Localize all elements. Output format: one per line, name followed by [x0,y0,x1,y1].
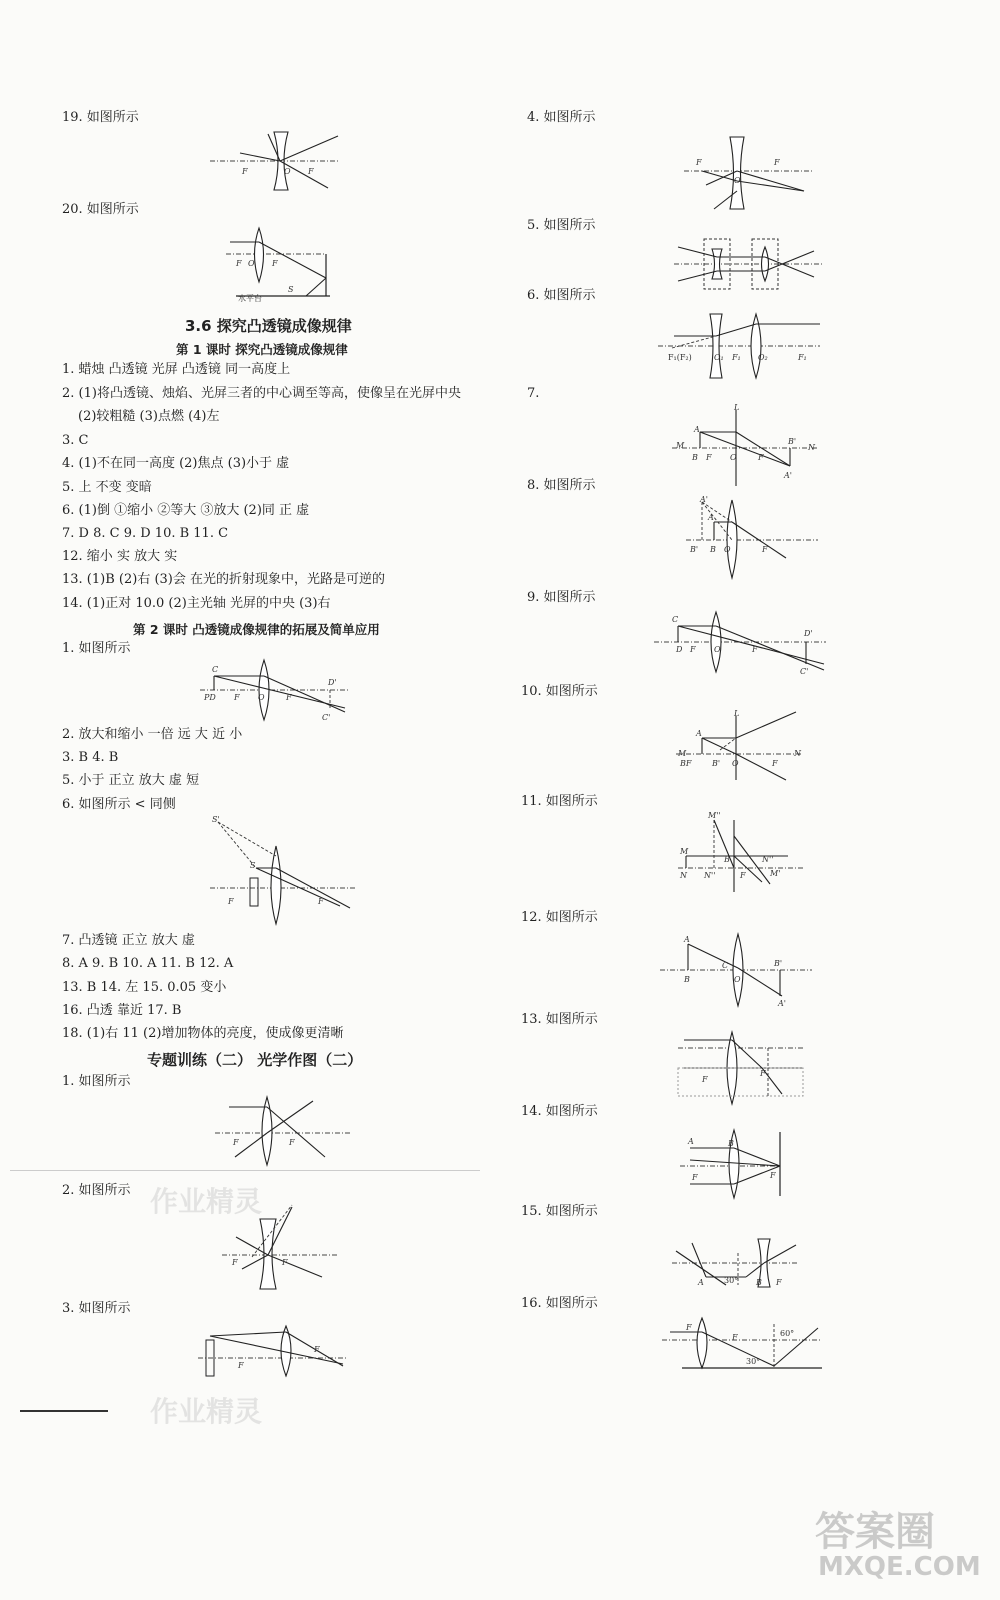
figure-q19 [210,128,340,194]
l2-line-16: 16. 凸透 靠近 17. B [62,1003,182,1018]
figure-s3 [198,1322,348,1378]
svg-text:A: A [694,425,700,434]
svg-text:F: F [752,645,758,654]
svg-text:B': B' [788,437,797,446]
svg-text:F: F [760,1069,766,1078]
svg-text:L: L [734,709,740,718]
l1-line-4: 3. C [62,433,89,448]
figure-q14 [680,1130,805,1198]
svg-text:S: S [288,285,294,294]
svg-text:D: D [676,645,683,654]
svg-text:C': C' [800,667,809,676]
svg-text:C: C [722,961,729,970]
l2-line-2: 2. 放大和缩小 一倍 远 大 近 小 [62,727,243,742]
q19-label: 19. 如图所示 [62,110,139,125]
q14-label: 14. 如图所示 [521,1104,598,1119]
svg-text:30°: 30° [746,1357,761,1366]
svg-text:D': D' [328,678,337,687]
svg-text:A: A [688,1137,694,1146]
svg-text:B: B [724,855,730,864]
svg-text:B': B' [690,545,699,554]
svg-text:M'': M'' [708,811,721,820]
svg-text:O: O [734,176,741,185]
svg-text:O: O [732,759,739,768]
svg-text:N: N [680,871,687,880]
svg-text:F: F [233,1138,239,1147]
svg-text:F: F [702,1075,708,1084]
figure-q5 [674,237,824,291]
svg-text:B: B [728,1139,734,1148]
l1-line-10: 13. (1)B (2)右 (3)会 在光的折射现象中，光路是可逆的 [62,572,386,587]
svg-text:F: F [236,259,242,268]
svg-text:O: O [258,693,265,702]
svg-text:C: C [672,615,679,624]
figure-q13 [678,1032,808,1104]
l1-line-8: 7. D 8. C 9. D 10. B 11. C [62,526,229,541]
figure-q20 [226,226,341,302]
figure-q8 [686,495,821,580]
svg-text:F: F [686,1323,692,1332]
q7-label: 7. [527,386,540,401]
svg-text:O: O [730,453,737,462]
svg-text:PD: PD [204,693,216,702]
svg-text:F: F [758,453,764,462]
figure-q12 [660,932,815,1008]
svg-text:B: B [710,545,716,554]
svg-text:BF: BF [680,759,692,768]
watermark-stamp-bottom: 作业精灵 [150,1395,263,1428]
svg-text:A: A [698,1278,704,1287]
svg-text:F: F [732,1333,738,1342]
svg-text:O₁: O₁ [714,353,724,362]
footer-rule [20,1410,108,1412]
svg-text:60°: 60° [780,1329,795,1338]
watermark-logo: 答案圈 [815,1509,935,1555]
l1-line-6: 5. 上 不变 变暗 [62,480,152,495]
svg-text:B': B' [774,959,783,968]
l1-line-2: 2. (1)将凸透镜、烛焰、光屏三者的中心调至等高，使像呈在光屏中央 [62,386,461,401]
svg-text:O: O [714,645,721,654]
figure-q10 [676,710,806,782]
figure-q7 [672,404,822,486]
q5-label: 5. 如图所示 [527,218,596,233]
watermark-stamp-top: 作业精灵 [150,1185,263,1218]
svg-text:O: O [248,259,255,268]
figure-l2-q6 [210,816,360,924]
l1-line-9: 12. 缩小 实 放大 实 [62,549,178,564]
svg-text:D': D' [804,629,813,638]
figure-q9 [654,612,829,674]
s3-label: 3. 如图所示 [62,1301,131,1316]
svg-text:A': A' [700,495,708,504]
q20-label: 20. 如图所示 [62,202,139,217]
svg-text:F: F [776,1278,782,1287]
svg-text:F: F [286,693,292,702]
q16-label: 16. 如图所示 [521,1296,598,1311]
svg-text:O: O [724,545,731,554]
svg-text:F: F [690,645,696,654]
figure-q6 [658,312,823,382]
q12-label: 12. 如图所示 [521,910,598,925]
l2-line-5: 5. 小于 正立 放大 虚 短 [62,773,200,788]
special-title: 专题训练（二） 光学作图（二） [147,1051,363,1069]
svg-text:O₂: O₂ [758,353,768,362]
svg-text:L: L [734,403,740,412]
q11-label: 11. 如图所示 [521,794,598,809]
figure-q11 [678,812,808,894]
l2-q1-label: 1. 如图所示 [62,641,131,656]
l2-line-7: 7. 凸透镜 正立 放大 虚 [62,933,195,948]
figure-l2-q1 [200,660,355,722]
l1-line-7: 6. (1)倒 ①缩小 ②等大 ③放大 (2)同 正 虚 [62,503,310,518]
svg-text:B': B' [712,759,721,768]
l1-line-3: (2)较粗糙 (3)点燃 (4)左 [78,409,220,424]
svg-text:N: N [808,443,815,452]
lesson2-title: 第 2 课时 凸透镜成像规律的拓展及简单应用 [133,622,380,637]
svg-text:A: A [708,513,714,522]
l1-line-11: 14. (1)正对 10.0 (2)主光轴 光屏的中央 (3)右 [62,596,331,611]
svg-text:F: F [308,167,314,176]
svg-text:O: O [734,975,741,984]
l2-line-8: 8. A 9. B 10. A 11. B 12. A [62,956,234,971]
svg-text:B: B [756,1278,762,1287]
svg-text:30°: 30° [724,1276,739,1285]
svg-text:S: S [250,861,256,870]
svg-text:M: M [678,749,687,758]
svg-text:N'': N'' [762,855,774,864]
l2-line-13: 13. B 14. 左 15. 0.05 变小 [62,980,227,995]
svg-text:F: F [706,453,712,462]
svg-text:F: F [762,545,768,554]
svg-text:F: F [740,871,746,880]
svg-text:F: F [238,1361,244,1370]
section-title: 3.6 探究凸透镜成像规律 [185,317,352,335]
figure-q15 [672,1235,802,1293]
svg-text:F: F [242,167,248,176]
divider [10,1170,480,1171]
q15-label: 15. 如图所示 [521,1204,598,1219]
q13-label: 13. 如图所示 [521,1012,598,1027]
l2-line-6: 6. 如图所示 < 同侧 [62,797,176,812]
svg-text:F: F [289,1138,295,1147]
q6-label: 6. 如图所示 [527,288,596,303]
watermark-url: MXQE.COM [818,1552,981,1582]
svg-text:F: F [772,759,778,768]
svg-text:F: F [232,1258,238,1267]
figure-q4 [684,135,814,211]
lesson1-title: 第 1 课时 探究凸透镜成像规律 [176,342,348,357]
svg-text:F₁: F₁ [732,353,741,362]
svg-text:A: A [696,729,702,738]
q9-label: 9. 如图所示 [527,590,596,605]
svg-text:F: F [696,158,702,167]
svg-text:C': C' [322,713,331,722]
l2-line-18: 18. (1)右 11 (2)增加物体的亮度，使成像更清晰 [62,1026,344,1041]
figure-q16 [662,1318,827,1372]
svg-text:F: F [228,897,234,906]
svg-text:F: F [234,693,240,702]
svg-text:A': A' [784,471,792,480]
svg-text:M: M [676,441,685,450]
svg-text:F: F [770,1171,776,1180]
l2-line-3: 3. B 4. B [62,750,119,765]
q4-label: 4. 如图所示 [527,110,596,125]
svg-text:O: O [284,167,291,176]
q10-label: 10. 如图所示 [521,684,598,699]
svg-text:M: M [680,847,689,856]
svg-text:F: F [318,897,324,906]
svg-text:F: F [272,259,278,268]
l1-line-5: 4. (1)不在同一高度 (2)焦点 (3)小于 虚 [62,456,290,471]
svg-text:F: F [774,158,780,167]
svg-text:N'': N'' [704,871,716,880]
svg-text:N: N [794,749,801,758]
q8-label: 8. 如图所示 [527,478,596,493]
svg-text:F₁(F₂): F₁(F₂) [668,353,692,362]
s2-label: 2. 如图所示 [62,1183,131,1198]
s1-label: 1. 如图所示 [62,1074,131,1089]
svg-text:A: A [684,935,690,944]
svg-text:S': S' [212,815,220,824]
svg-text:F₁: F₁ [798,353,807,362]
l1-line-1: 1. 蜡烛 凸透镜 光屏 凸透镜 同一高度上 [62,362,291,377]
figure-s1 [215,1095,355,1165]
svg-text:B: B [692,453,698,462]
svg-text:A': A' [778,999,786,1008]
svg-text:F: F [314,1345,320,1354]
svg-text:M': M' [770,869,781,878]
fig20-table-label: 水平台 [238,294,262,303]
svg-text:F: F [282,1258,288,1267]
svg-text:C: C [212,665,219,674]
svg-text:F: F [692,1173,698,1182]
svg-text:B: B [684,975,690,984]
